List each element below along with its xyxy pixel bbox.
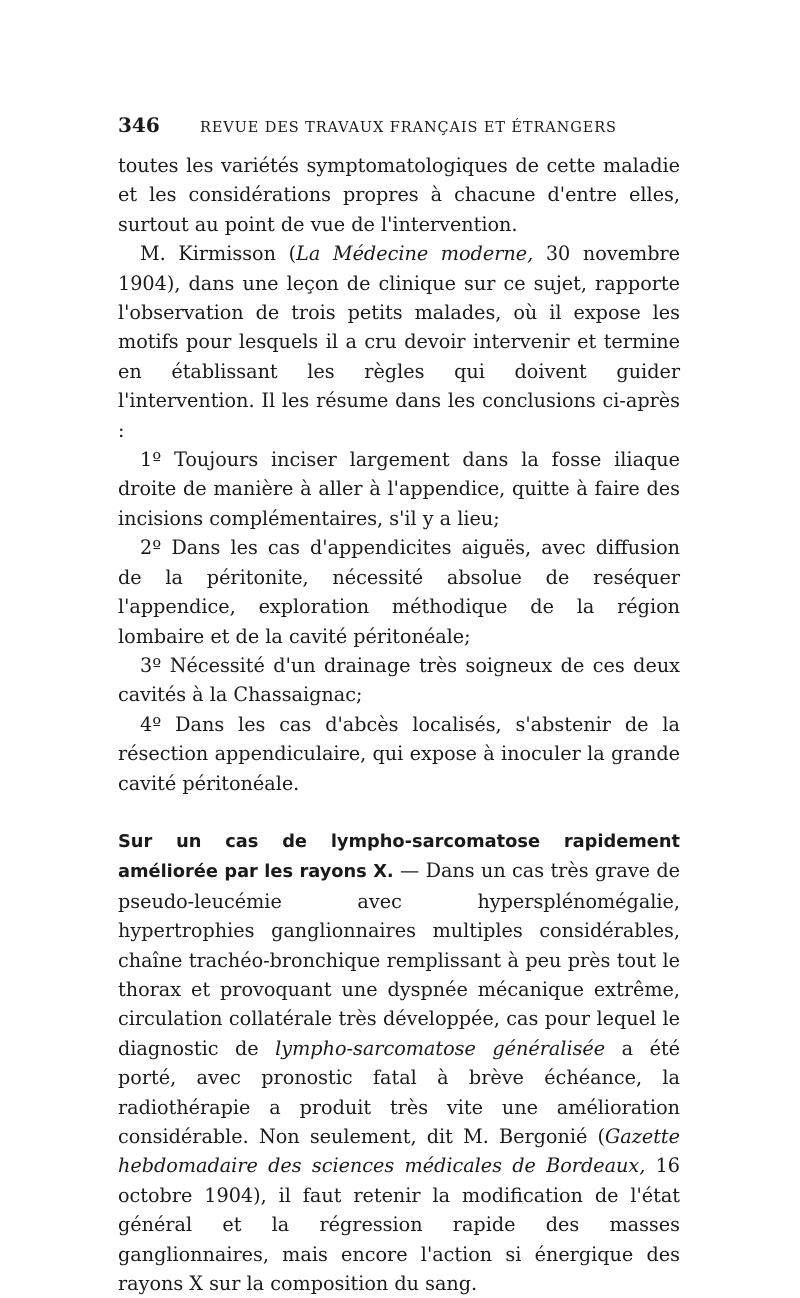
paragraph-text: toutes les variétés symptomatologiques de cette maladie et les considérations propres à chacune d'entre elles, surtout au point de vue de l'intervention.: [118, 154, 680, 236]
running-header: [118, 113, 680, 143]
list-item-3: [118, 651, 680, 710]
paragraph-text: a été porté, avec pronostic fatal à brève échéance, la radiothérapie a produit très vite une amélioration considérable. Non seulement, dit M. Bergonié (: [118, 1036, 681, 1148]
list-number: 2º: [140, 536, 162, 560]
section-spacer: [118, 798, 680, 826]
list-text: Toujours inciser largement dans la fosse iliaque droite de manière à aller à l'appendice, quitte à faire des incisions complémentaires, s'il y a lieu;: [118, 448, 680, 530]
running-title: REVUE DES TRAVAUX FRANÇAIS ET ÉTRANGERS: [200, 120, 617, 136]
paragraph-text: 30 novembre 1904), dans une leçon de clinique sur ce sujet, rapporte l'observation de trois petits malades, où il expose les motifs pour lesquels il a cru devoir intervenir et termine en établissant les règles qui doivent guider l'intervention. Il les résume dans les conclusions ci-après :: [118, 242, 680, 442]
list-text: Dans les cas d'appendicites aiguës, avec diffusion de la péritonite, nécessité absolue de reséquer l'appendice, exploration méthodique de la région lombaire et de la cavité péritonéale;: [118, 536, 680, 648]
list-number: 1º: [140, 448, 162, 472]
list-item-1: [118, 445, 680, 533]
list-number: 4º: [140, 712, 162, 736]
paragraph-text: M. Kirmisson (: [140, 242, 297, 266]
journal-title: La Médecine moderne,: [296, 242, 534, 266]
list-text: Dans les cas d'abcès localisés, s'abstenir de la résection appendiculaire, qui expose à inoculer la grande cavité péritonéale.: [118, 712, 680, 795]
paragraph-continuation: [118, 151, 680, 239]
journal-title: Gazette hebdomadaire des sciences médicales de Bordeaux,: [118, 1125, 680, 1178]
paragraph-text: 16 octobre 1904), il faut retenir la modification de l'état général et la régression rapide des masses ganglionnaires, mais encore l'action si énergique des rayons X sur la composition du sang.: [118, 1154, 681, 1296]
diagnosis-term: lympho-sarcomatose généralisée: [275, 1036, 606, 1060]
paragraph-text: — Dans un cas très grave de pseudo-leucémie avec hypersplénomégalie, hypertrophies ganglionnaires multiples considérables, chaîne trachéo-bronchique remplissant à peu près tout le thorax et provoquant une dyspnée mécanique extrême, circulation collatérale très développée, cas pour lequel le diagnostic de: [118, 859, 680, 1060]
section-title: Sur un cas de lympho-sarcomatose rapidement améliorée par les rayons X.: [118, 830, 680, 883]
list-number: 3º: [140, 653, 162, 677]
page-number: 346: [118, 113, 160, 137]
list-item-4: [118, 710, 680, 798]
paragraph-bergonie: [118, 826, 680, 1298]
list-text: Nécessité d'un drainage très soigneux de ces deux cavités à la Chassaignac;: [118, 653, 680, 707]
list-item-2: [118, 533, 680, 651]
document-page: [118, 113, 680, 1298]
paragraph-kirmisson: [118, 239, 680, 445]
